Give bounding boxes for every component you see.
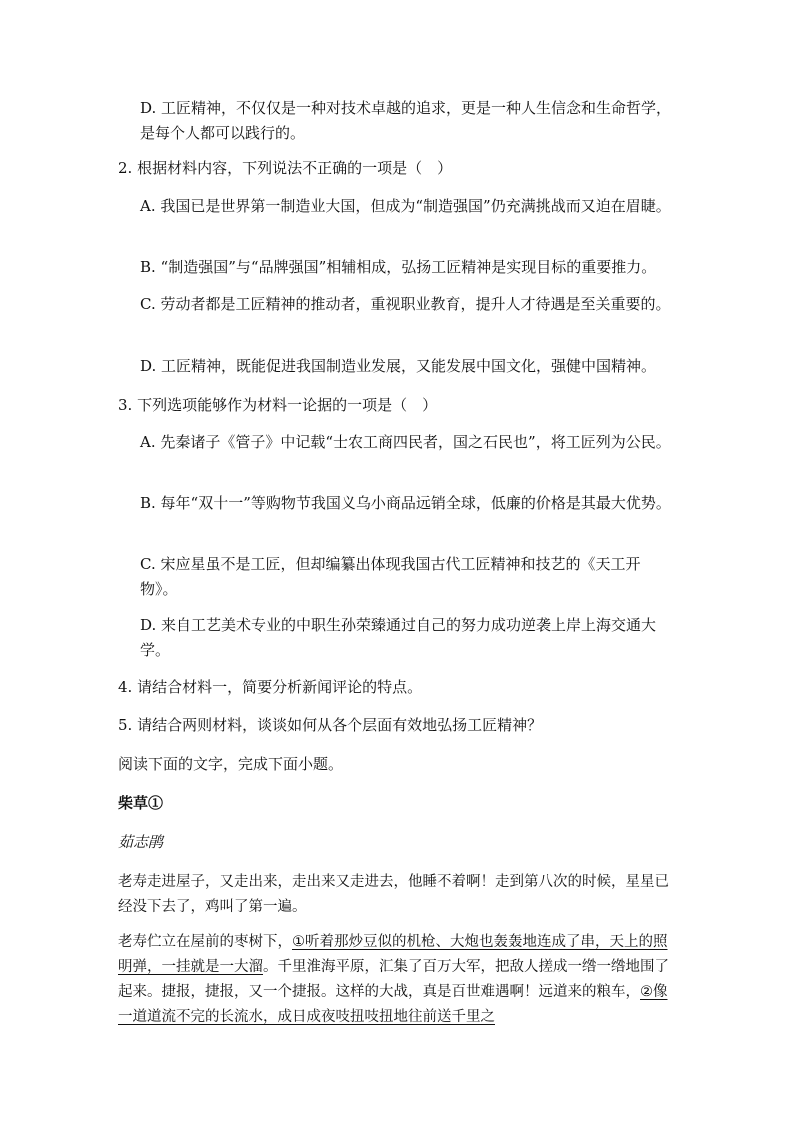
underlined-sentence-2: ②像一道道流不完的长流水，成日成夜吱扭吱扭地往前送千里之 xyxy=(118,984,668,1025)
story-paragraph-1: 老寿走进屋子，又走出来，走出来又走进去，他睡不着啊！走到第八次的时候，星星已经没下去了，鸡叫了第一遍。 xyxy=(118,874,669,915)
story-paragraph-2 xyxy=(118,930,676,1030)
q3-option-d: D. 来自工艺美术专业的中职生孙荣臻通过自己的努力成功逆袭上岸上海交通大学。 xyxy=(140,616,657,659)
q2-option-d: D. 工匠精神，既能促进我国制造业发展，又能发展中国文化，强健中国精神。 xyxy=(140,357,657,375)
q3-stem: 3. 下列选项能够作为材料一论据的一项是（ ） xyxy=(118,396,438,414)
q2-option-c: C. 劳动者都是工匠精神的推动者，重视职业教育，提升人才待遇是至关重要的。 xyxy=(140,295,671,313)
q3-option-c: C. 宋应星虽不是工匠，但却编纂出体现我国古代工匠精神和技艺的《天工开物》。 xyxy=(140,555,641,598)
q2-option-b: B. “制造强国”与“品牌强国”相辅相成，弘扬工匠精神是实现目标的重要推力。 xyxy=(140,258,657,276)
q3-option-b: B. 每年“双十一”等购物节我国义乌小商品远销全球，低廉的价格是其最大优势。 xyxy=(140,494,671,512)
story-text: 。千里淮海平原，汇集了百万大军，把敌人搓成一绺一绺地围了起来。捷报，捷报，又一个捷报。这样的大战，真是百世难遇啊！远道来的粮车， xyxy=(118,959,669,1000)
story-title: 柴草① xyxy=(118,794,164,812)
story-text: 老寿伫立在屋前的枣树下， xyxy=(118,934,292,950)
q3-option-a: A. 先秦诸子《管子》中记载“士农工商四民者，国之石民也”，将工匠列为公民。 xyxy=(140,433,671,451)
q1-option-d: D. 工匠精神，不仅仅是一种对技术卓越的追求，更是一种人生信念和生命哲学，是每个人都可以践行的。 xyxy=(140,99,672,142)
q2-stem: 2. 根据材料内容，下列说法不正确的一项是（ ） xyxy=(118,159,453,177)
q4-stem: 4. 请结合材料一，简要分析新闻评论的特点。 xyxy=(118,678,423,696)
story-author: 茹志鹃 xyxy=(118,833,164,851)
underlined-sentence-1: ①听着那炒豆似的机枪、大炮也轰轰地连成了串，天上的照明弹，一挂就是一大溜 xyxy=(118,934,668,975)
reading-instruction: 阅读下面的文字，完成下面小题。 xyxy=(118,755,344,773)
q2-option-a: A. 我国已是世界第一制造业大国，但成为“制造强国”仍充满挑战而又迫在眉睫。 xyxy=(140,197,671,215)
q5-stem: 5. 请结合两则材料，谈谈如何从各个层面有效地弘扬工匠精神？ xyxy=(118,716,543,734)
